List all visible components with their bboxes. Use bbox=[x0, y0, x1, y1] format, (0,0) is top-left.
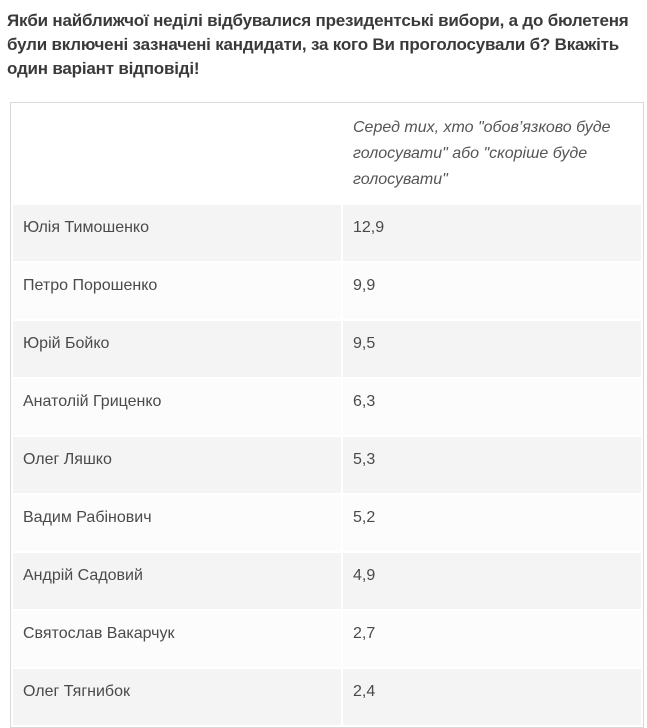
candidate-name-cell: Вадим Рабінович bbox=[13, 495, 341, 551]
candidate-name-cell: Олег Ляшко bbox=[13, 437, 341, 493]
table-row bbox=[13, 495, 641, 551]
candidate-name-cell: Олег Тягнибок bbox=[13, 669, 341, 725]
table-header bbox=[13, 105, 641, 203]
candidate-value-cell: 2,7 bbox=[343, 611, 641, 667]
candidate-value-cell: 4,9 bbox=[343, 553, 641, 609]
table-row bbox=[13, 205, 641, 261]
candidate-value-cell: 2,4 bbox=[343, 669, 641, 725]
candidate-value-cell: 9,9 bbox=[343, 263, 641, 319]
candidate-name-cell: Юрій Бойко bbox=[13, 321, 341, 377]
table-row bbox=[13, 611, 641, 667]
table-row bbox=[13, 321, 641, 377]
table-row bbox=[13, 553, 641, 609]
poll-question: Якби найближчої неділі відбувалися президентські вибори, а до бюлетеня були включені зазначені кандидати, за кого Ви проголосували б? Вкажіть один варіант відповіді! bbox=[7, 11, 629, 78]
candidate-value-cell: 5,3 bbox=[343, 437, 641, 493]
candidate-value-cell: 6,3 bbox=[343, 379, 641, 435]
table-row bbox=[13, 379, 641, 435]
candidate-value-cell: 12,9 bbox=[343, 205, 641, 261]
candidate-name-cell: Анатолій Гриценко bbox=[13, 379, 341, 435]
table-row bbox=[13, 669, 641, 725]
candidate-value-cell: 5,2 bbox=[343, 495, 641, 551]
candidate-value-cell: 9,5 bbox=[343, 321, 641, 377]
table-row bbox=[13, 437, 641, 493]
table-body bbox=[13, 205, 641, 725]
table-header-row bbox=[13, 105, 641, 203]
candidate-column-header bbox=[13, 105, 341, 203]
table-row bbox=[13, 263, 641, 319]
candidate-name-cell: Юлія Тимошенко bbox=[13, 205, 341, 261]
candidate-name-cell: Петро Порошенко bbox=[13, 263, 341, 319]
poll-results-table bbox=[10, 102, 644, 728]
value-column-header: Серед тих, хто "обов’язково буде голосувати" або "скоріше буде голосувати" bbox=[343, 105, 641, 203]
candidate-name-cell: Святослав Вакарчук bbox=[13, 611, 341, 667]
candidate-name-cell: Андрій Садовий bbox=[13, 553, 341, 609]
